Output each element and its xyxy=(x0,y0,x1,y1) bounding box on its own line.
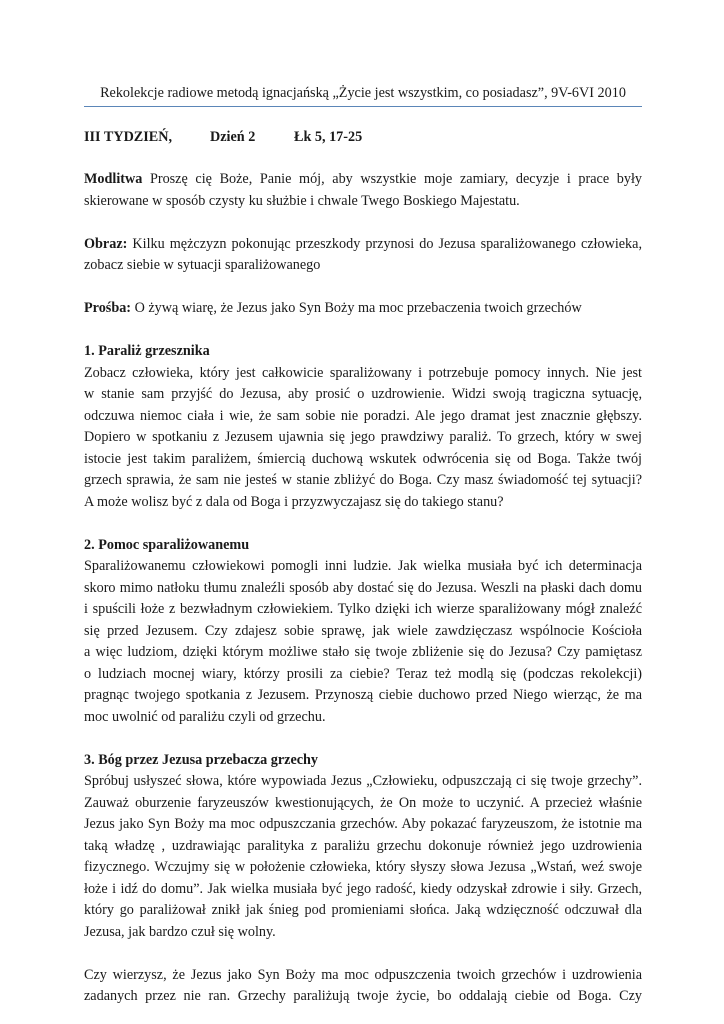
image-text-line: zobacz siebie w sytuacji sparaliżowanego xyxy=(84,257,321,273)
section-2 xyxy=(84,535,642,729)
body-line: Dopiero w spotkaniu z Jezusem ujawnia się jego prawdziwy paraliż. To grzech, który w swej xyxy=(84,429,642,445)
body-line: się przed Jezusem. Czy zdajesz sobie sprawę, jak wiele zawdzięczasz wspólnocie Kościoła xyxy=(84,622,642,639)
prayer-label: Modlitwa xyxy=(84,171,143,187)
section-1 xyxy=(84,341,642,513)
page-header: Rekolekcje radiowe metodą ignacjańską „Życie jest wszystkim, co posiadasz”, 9V-6VI 2010 xyxy=(84,84,642,107)
body-line: Czy wierzysz, że Jezus jako Syn Boży ma moc odpuszczenia twoich grzechów i uzdrowienia xyxy=(84,966,642,983)
request-text: O żywą wiarę, że Jezus jako Syn Boży ma moc przebaczenia twoich grzechów xyxy=(131,300,582,316)
section-title: 3. Bóg przez Jezusa przebacza grzechy xyxy=(84,751,319,768)
prayer-text-line: skierowane w sposób czysty ku służbie i chwale Twego Boskiego Majestatu. xyxy=(84,192,520,209)
section-body xyxy=(84,363,642,514)
body-line: o ludziach mocnej wiary, którzy prosili za ciebie? Teraz też modlą się (podczas rekolekcji) xyxy=(84,665,642,682)
body-line: moc uwolnić od paraliżu czyli od grzechu. xyxy=(84,708,326,725)
body-line: grzech sprawia, że sam nie jesteś w stanie zbliżyć do Boga. Czy masz świadomość tej sytuacji? xyxy=(84,472,642,488)
body-line: taką władzę , uzdrawiając paralityka z paraliżu grzechu dokonuje również jego uzdrowienia xyxy=(84,837,642,854)
request-label: Prośba: xyxy=(84,300,132,316)
image-paragraph xyxy=(84,234,642,277)
week-label: III TYDZIEŃ, xyxy=(84,129,173,145)
body-line: odczuwa niemoc ciała i wie, że sam sobie nie poradzi. Ale jego dramat jest znacznie głębszy. xyxy=(84,407,642,424)
body-line: Zobacz człowieka, który jest całkowicie sparaliżowany i potrzebuje pomocy innych. Nie jest xyxy=(84,364,642,381)
body-line: Sparaliżowanemu człowiekowi pomogli inni ludzie. Jak wielka musiała być ich determinacja xyxy=(84,558,642,574)
body-line: fizycznego. Wczujmy się w położenie człowieka, który słyszy słowa Jezusa „Wstań, weź swoje xyxy=(84,859,642,875)
body-line: pragnąc twojego spotkania z Jezusem. Przynoszą ciebie duchowo przed Niego wierząc, że ma xyxy=(84,687,642,703)
body-line: który go paraliżował znikł jak śnieg pod promieniami słońca. Jaką wdzięczność odczuwał dla xyxy=(84,902,642,918)
body-line: w stanie sam przyjść do Jezusa, aby prosić o uzdrowienie. Widzi swoją tragiczna sytuację, xyxy=(84,386,642,402)
body-line: Zauważ oburzenie faryzeuszów kwestionujących, że On może to uczynić. A przecież właśnie xyxy=(84,794,642,811)
body-line: a więc ludziom, dzięki którym możliwe stało się twoje zbliżenie się do Jezusa? Czy pamiętasz xyxy=(84,644,642,660)
image-text-line: Kilku mężczyzn pokonując przeszkody przynosi do Jezusa sparaliżowanego człowieka, xyxy=(127,235,642,252)
image-label: Obraz: xyxy=(84,235,128,252)
document-page xyxy=(84,0,642,1008)
body-line: łoże i idź do domu”. Jak wielka musiała być jego radość, kiedy odzyskał zdrowie i siły. Grzech, xyxy=(84,880,642,897)
day-label: Dzień 2 xyxy=(210,129,256,145)
body-line: Jezusa, jak bardzo czuł się wolny. xyxy=(84,923,276,940)
body-line: i spuścili łoże z bezwładnym człowiekiem. Tylko dzięki ich wierze sparaliżowany mógł znaleźć xyxy=(84,601,642,617)
section-body xyxy=(84,556,642,728)
body-line: zadanych przez nie ran. Grzechy paraliżują twoje życie, bo oddalają ciebie od Boga. Czy xyxy=(84,988,642,1004)
body-line: skoro mimo natłoku tłumu znaleźli sposób aby dostać się do Jezusa. Weszli na płaski dach domu xyxy=(84,579,642,596)
section-body xyxy=(84,771,642,943)
section-3 xyxy=(84,750,642,944)
body-line: istocie jest takim paraliżem, śmiercią duchową wskutek odwrócenia się od Boga. Także twój xyxy=(84,450,642,467)
section-title: 2. Pomoc sparaliżowanemu xyxy=(84,536,250,553)
prayer-text-line: Proszę cię Boże, Panie mój, aby wszystkie moje zamiary, decyzje i prace były xyxy=(142,171,642,187)
request-paragraph xyxy=(84,298,642,320)
day-title xyxy=(84,127,642,148)
body-line: A może wolisz być z dala od Boga i przyzwyczajasz się do takiego stanu? xyxy=(84,493,504,510)
body-line: Spróbuj usłyszeć słowa, które wypowiada Jezus „Człowieku, odpuszczają ci się twoje grzechy”. xyxy=(84,773,642,789)
prayer-paragraph xyxy=(84,169,642,212)
body-line: Jezus jako Syn Boży ma moc odpuszczania grzechów. Aby pokazać faryzeuszom, że istotnie ma xyxy=(84,816,642,832)
closing-paragraph xyxy=(84,965,642,1008)
section-title: 1. Paraliż grzesznika xyxy=(84,343,210,359)
scripture-reference: Łk 5, 17-25 xyxy=(294,129,363,145)
